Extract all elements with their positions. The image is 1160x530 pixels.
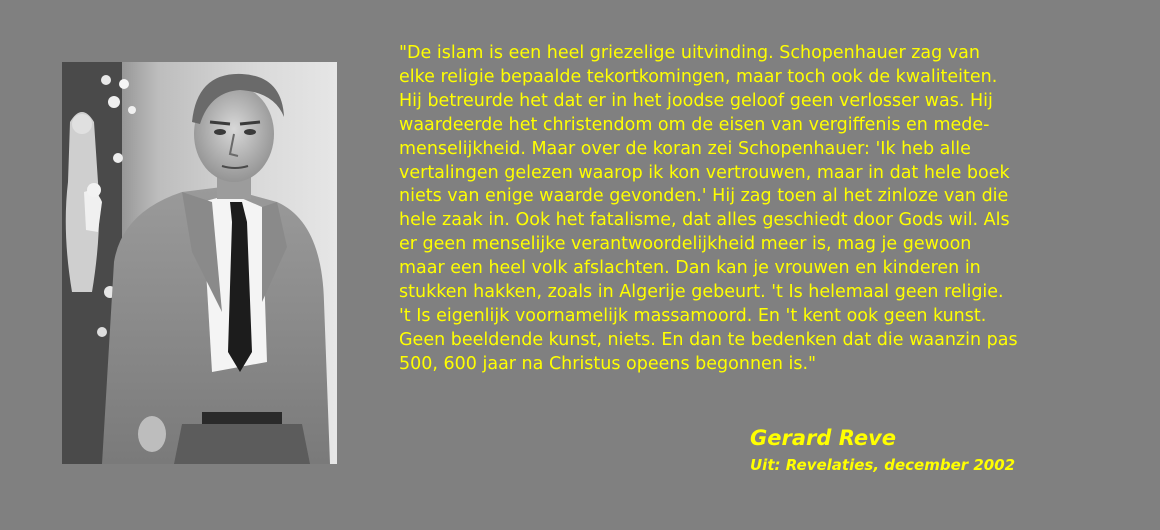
quote-line: stukken hakken, zoals in Algerije gebeurt. 't Is helemaal geen religie. (399, 282, 1004, 303)
quote-line: 't Is eigenlijk voornamelijk massamoord. En 't kent ook geen kunst. (399, 305, 987, 326)
quote-line: "De islam is een heel griezelige uitvinding. Schopenhauer zag van (399, 43, 980, 63)
quote-line: elke religie bepaalde tekortkomingen, maar toch ook de kwaliteiten. (399, 66, 998, 87)
quote-line: 500, 600 jaar na Christus opeens begonnen is." (399, 353, 817, 374)
quote-line: niets van enige waarde gevonden.' Hij zag toen al het zinloze van die (399, 186, 1009, 207)
quote-line: er geen menselijke verantwoordelijkheid meer is, mag je gewoon (399, 234, 972, 255)
source-citation: Uit: Revelaties, december 2002 (750, 456, 1016, 474)
quote-line: maar een heel volk afslachten. Dan kan je vrouwen en kinderen in (399, 258, 981, 279)
quote-line: Hij betreurde het dat er in het joodse geloof geen verlosser was. Hij (399, 90, 993, 111)
quote-line: Geen beeldende kunst, niets. En dan te bedenken dat die waanzin pas (399, 329, 1018, 350)
quote-text (399, 42, 1144, 377)
quote-line: menselijkheid. Maar over de koran zei Schopenhauer: 'Ik heb alle (399, 138, 971, 159)
quote-line: hele zaak in. Ook het fatalisme, dat alles geschiedt door Gods wil. Als (399, 210, 1010, 231)
quote-line: vertalingen gelezen waarop ik kon vertrouwen, maar in dat hele boek (399, 162, 1010, 183)
portrait-photo (62, 62, 337, 464)
author-name: Gerard Reve (750, 426, 897, 450)
quote-line: waardeerde het christendom om de eisen van vergiffenis en mede- (399, 114, 990, 135)
